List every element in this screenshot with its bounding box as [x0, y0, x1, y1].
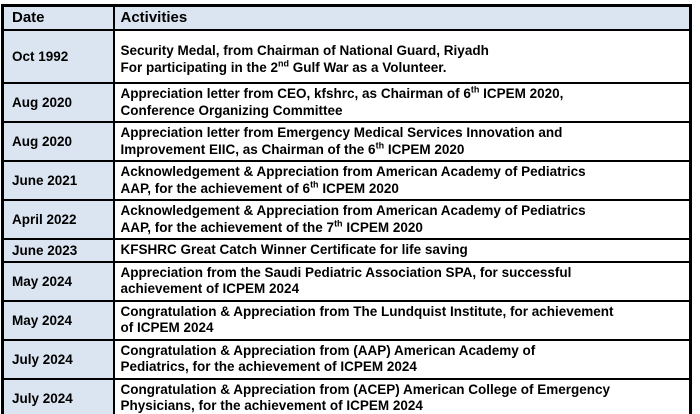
ordinal-suffix: nd: [278, 59, 290, 68]
activity-cell: [114, 239, 691, 262]
activity-line: Security Medal, from Chairman of National Guard, Riyadh: [120, 43, 489, 58]
ordinal-suffix: th: [375, 141, 385, 150]
table-row: [3, 301, 691, 340]
activity-cell: [114, 379, 691, 414]
table-body: [3, 30, 691, 414]
header-row: [3, 6, 691, 31]
activity-cell: [114, 83, 691, 122]
date-cell: Aug 2020: [3, 83, 114, 122]
table-row: [3, 30, 691, 83]
activity-line: Acknowledgement & Appreciation from American Academy of Pediatrics: [120, 164, 586, 179]
activity-cell: [114, 30, 691, 83]
activity-line: achievement of ICPEM 2024: [120, 281, 300, 296]
activity-cell: [114, 200, 691, 239]
table-row: [3, 200, 691, 239]
activity-line: AAP, for the achievement of 6th ICPEM 2020: [120, 180, 399, 196]
activity-line: Congratulation & Appreciation from (ACEP) American College of Emergency: [120, 381, 611, 397]
ordinal-suffix: th: [310, 180, 319, 189]
activity-cell: [114, 340, 691, 379]
table-row: [3, 379, 691, 414]
table-row: [3, 239, 691, 262]
activity-line: KFSHRC Great Catch Winner Certificate for life saving: [120, 242, 468, 257]
activity-cell: [114, 161, 691, 200]
activity-line: Congratulation & Appreciation from The Lundquist Institute, for achievement: [120, 303, 614, 319]
activity-line: Acknowledgement & Appreciation from American Academy of Pediatrics: [120, 203, 586, 218]
date-cell: Oct 1992: [3, 30, 114, 83]
activity-line: AAP, for the achievement of the 7th ICPEM 2020: [120, 219, 423, 235]
date-cell: July 2024: [3, 379, 114, 414]
activity-line: Appreciation letter from Emergency Medical Services Innovation and: [120, 125, 563, 140]
activities-column-header: Activities: [114, 6, 691, 31]
date-cell: June 2021: [3, 161, 114, 200]
activity-line: Congratulation & Appreciation from (AAP) American Academy of: [120, 342, 536, 358]
activity-cell: [114, 122, 691, 161]
activity-line: Physicians, for the achievement of ICPEM 2024: [120, 398, 423, 413]
activity-line: of ICPEM 2024: [120, 320, 214, 335]
activity-line: Pediatrics, for the achievement of ICPEM 2024: [120, 359, 417, 374]
awards-table: [1, 4, 692, 414]
date-cell: April 2022: [3, 200, 114, 239]
activity-line: For participating in the 2nd Gulf War as a Volunteer.: [120, 59, 447, 75]
date-cell: Aug 2020: [3, 122, 114, 161]
table-row: [3, 161, 691, 200]
activity-cell: [114, 262, 691, 301]
date-cell: May 2024: [3, 301, 114, 340]
table-row: [3, 83, 691, 122]
table-row: [3, 340, 691, 379]
table-row: [3, 122, 691, 161]
ordinal-suffix: th: [334, 219, 343, 228]
table-row: [3, 262, 691, 301]
activity-line: Appreciation from the Saudi Pediatric Association SPA, for successful: [120, 264, 572, 280]
date-cell: June 2023: [3, 239, 114, 262]
activity-line: Conference Organizing Committee: [120, 102, 343, 118]
date-cell: May 2024: [3, 262, 114, 301]
ordinal-suffix: th: [470, 86, 480, 95]
activity-line: Improvement EIIC, as Chairman of the 6th ICPEM 2020: [120, 141, 465, 157]
activity-cell: [114, 301, 691, 340]
date-cell: July 2024: [3, 340, 114, 379]
activity-line: Appreciation letter from CEO, kfshrc, as Chairman of 6th ICPEM 2020,: [120, 86, 564, 101]
date-column-header: Date: [3, 6, 114, 31]
